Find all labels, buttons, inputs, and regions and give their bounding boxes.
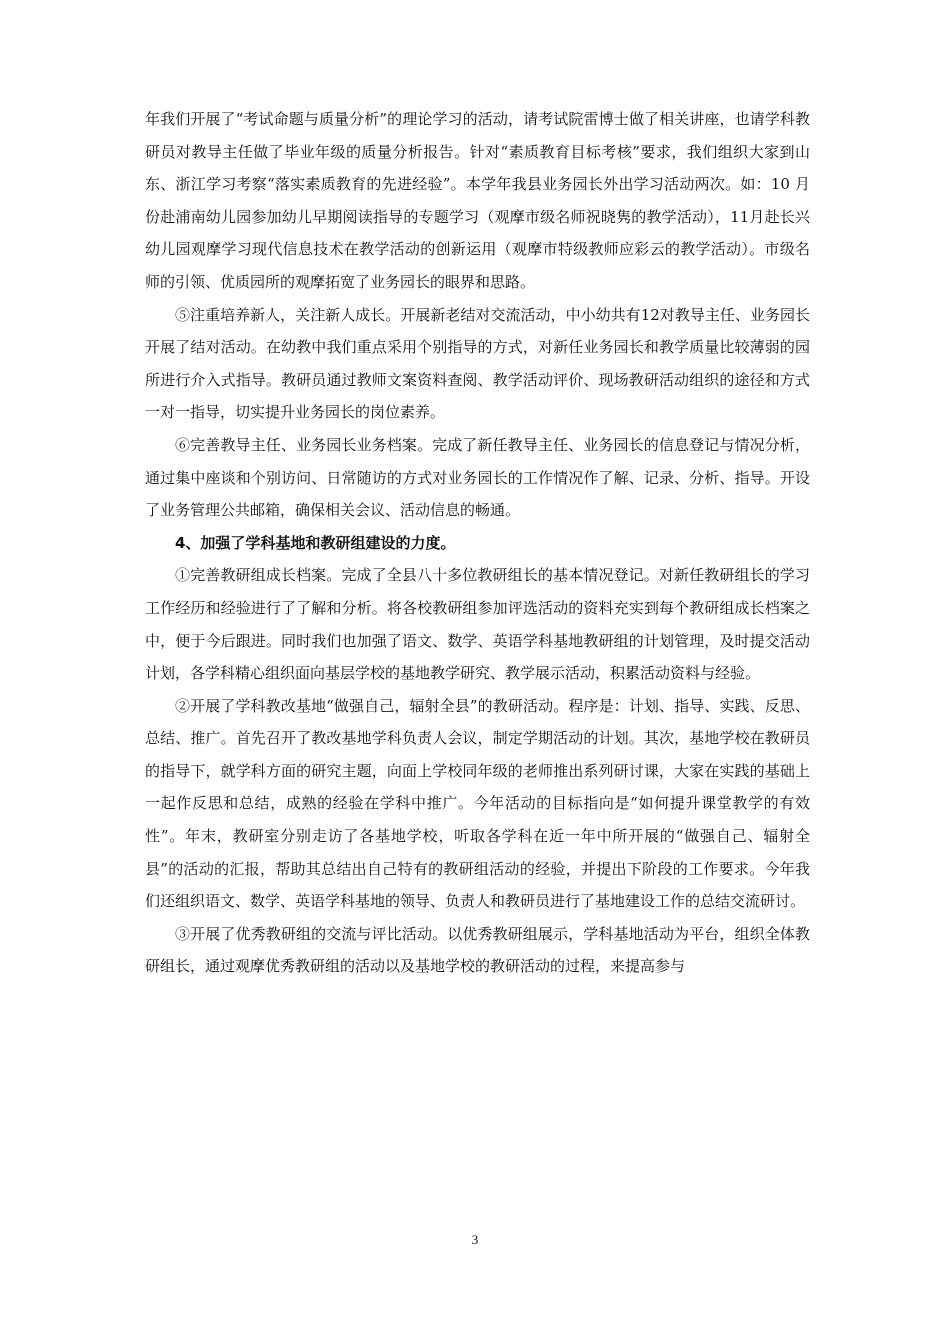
paragraph-item-1: ①完善教研组成长档案。完成了全县八十多位教研组长的基本情况登记。对新任教研组长的学习工作经历和经验进行了了解和分析。将各校教研组参加评选活动的资料充实到每个教研组成长档案之中，便于今后跟进。同时我们也加强了语文、数学、英语学科基地教研组的计划管理，及时提交活动计划，各学科精心组织面向基层学校的基地教学研究、教学展示活动，积累活动资料与经验。 (145, 566, 810, 683)
paragraph-item-3: ③开展了优秀教研组的交流与评比活动。以优秀教研组展示，学科基地活动为平台，组织全体教研组长，通过观摩优秀教研组的活动以及基地学校的教研活动的过程，来提高参与 (145, 924, 810, 976)
document-body (145, 103, 810, 983)
paragraph-item-5: ⑤注重培养新人，关注新人成长。开展新老结对交流活动，中小幼共有12对教导主任、业务园长开展了结对活动。在幼教中我们重点采用个别指导的方式，对新任业务园长和教学质量比较薄弱的园所进行介入式指导。教研员通过教师文案资料查阅、教学活动评价、现场教研活动组织的途径和方式一对一指导，切实提升业务园长的岗位素养。 (145, 305, 810, 422)
paragraph-item-6: ⑥完善教导主任、业务园长业务档案。完成了新任教导主任、业务园长的信息登记与情况分析，通过集中座谈和个别访问、日常随访的方式对业务园长的工作情况作了解、记录、分析、指导。开设了业务管理公共邮箱，确保相关会议、活动信息的畅通。 (145, 435, 810, 520)
paragraph-item-2: ②开展了学科教改基地“做强自己，辐射全县”的教研活动。程序是：计划、指导、实践、反思、总结、推广。首先召开了教改基地学科负责人会议，制定学期活动的计划。其次，基地学校在教研员的指导下，就学科方面的研究主题，向面上学校同年级的老师推出系列研讨课，大家在实践的基础上一起作反思和总结，成熟的经验在学科中推广。今年活动的目标指向是“如何提升课堂教学的有效性”。年末，教研室分别走访了各基地学校，听取各学科在近一年中所开展的“做强自己、辐射全县”的活动的汇报，帮助其总结出自己特有的教研组活动的经验，并提出下阶段的工作要求。今年我们还组织语文、数学、英语学科基地的领导、负责人和教研员进行了基地建设工作的总结交流研讨。 (145, 696, 810, 911)
section-heading-4: 4、加强了学科基地和教研组建设的力度。 (175, 533, 456, 552)
page-number: 3 (471, 1232, 479, 1247)
paragraph-continuation: 年我们开展了“考试命题与质量分析”的理论学习的活动，请考试院雷博士做了相关讲座，也请学科教研员对教导主任做了毕业年级的质量分析报告。针对“素质教育目标考核”要求，我们组织大家到山东、浙江学习考察“落实素质教育的先进经验”。本学年我县业务园长外出学习活动两次。如：10 月份赴浦南幼儿园参加幼儿早期阅读指导的专题学习（观摩市级名师祝晓隽的教学活动），11月赴长兴幼儿园观摩学习现代信息技术在教学活动的创新运用（观摩市特级教师应彩云的教学活动）。市级名师的引领、优质园所的观摩拓宽了业务园长的眼界和思路。 (145, 110, 810, 291)
